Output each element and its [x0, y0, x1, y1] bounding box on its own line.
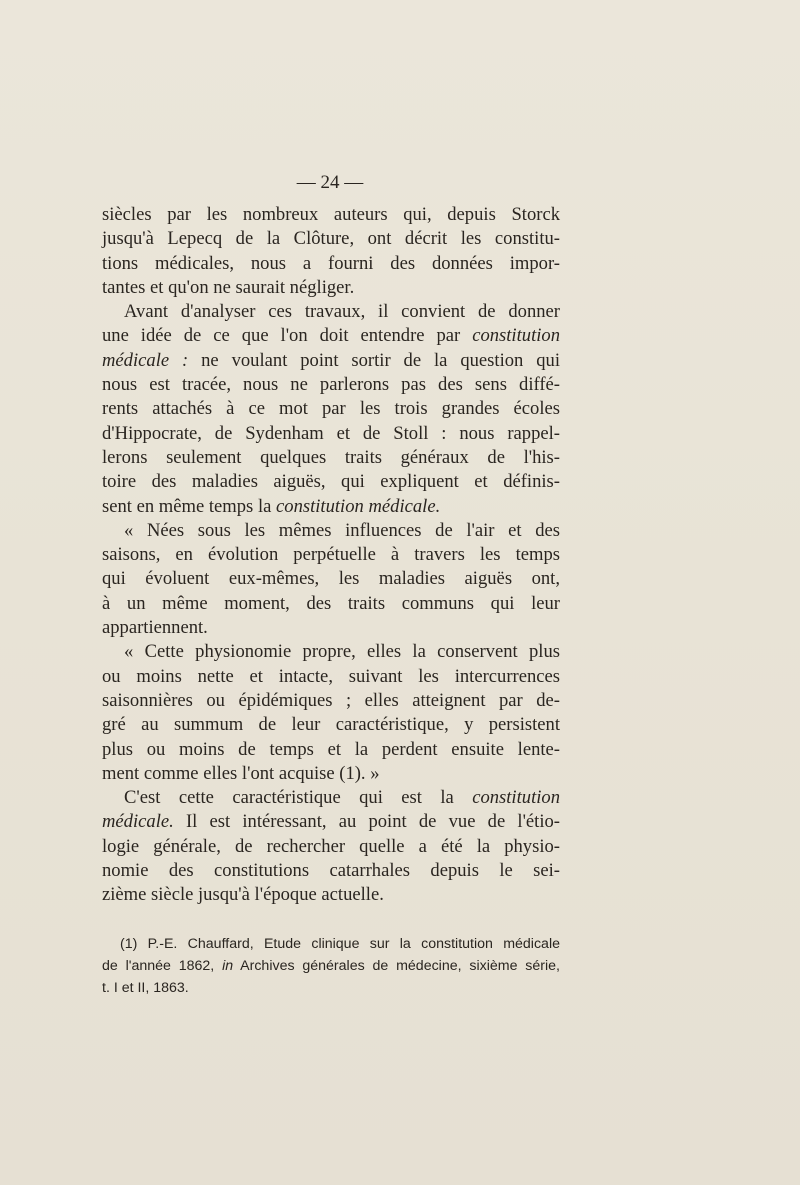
text-segment: ne voulant point sortir de la question qui — [188, 349, 561, 371]
text-line: qui évoluent eux-mêmes, les maladies aiguës ont, — [102, 568, 560, 590]
text-segment: une idée de ce que l'on doit entendre par — [102, 325, 473, 347]
text-line: lerons seulement quelques traits généraux de l'his- — [102, 446, 560, 468]
text-line — [102, 349, 560, 373]
text-line: zième siècle jusqu'à l'époque actuelle. — [102, 884, 384, 906]
text-line: gré au summum de leur caractéristique, y persistent — [102, 714, 560, 736]
text-line: « Cette physionomie propre, elles la conservent plus — [124, 641, 560, 663]
footnote — [102, 933, 560, 999]
text-line: plus ou moins de temps et la perdent ensuite lente- — [102, 738, 560, 760]
text-line — [102, 786, 560, 810]
text-line: d'Hippocrate, de Sydenham et de Stoll : nous rappel- — [102, 422, 560, 444]
text-line: saisonnières ou épidémiques ; elles atteignent par de- — [102, 689, 560, 711]
italic-term: in — [222, 958, 234, 974]
paragraph-3 — [102, 519, 560, 640]
text-line — [102, 495, 560, 519]
text-line: appartiennent. — [102, 617, 208, 639]
footnote-line: t. I et II, 1863. — [102, 980, 189, 996]
body-text — [102, 203, 560, 908]
text-line: « Nées sous les mêmes influences de l'air et des — [124, 519, 560, 541]
paragraph-1 — [102, 203, 560, 300]
text-line — [102, 810, 560, 834]
text-line: Avant d'analyser ces travaux, il convient de donner — [124, 301, 560, 323]
text-segment: de l'année 1862, — [102, 958, 223, 974]
paragraph-5 — [102, 786, 560, 907]
text-line: saisons, en évolution perpétuelle à travers les temps — [102, 544, 560, 566]
text-line: nomie des constitutions catarrhales depuis le sei- — [102, 860, 560, 882]
italic-term: médicale : — [102, 349, 189, 371]
page-number: — 24 — — [296, 172, 364, 193]
text-line: siècles par les nombreux auteurs qui, depuis Storck — [102, 204, 560, 225]
text-line: logie générale, de rechercher quelle a été la physio- — [102, 835, 560, 857]
text-line: tions médicales, nous a fourni des données impor- — [102, 252, 560, 274]
text-segment: Archives générales de médecine, sixième série, — [233, 958, 560, 974]
italic-term: constitution — [472, 325, 560, 347]
text-line: jusqu'à Lepecq de la Clôture, ont décrit les constitu- — [102, 228, 560, 250]
text-line: nous est tracée, nous ne parlerons pas des sens diffé- — [102, 374, 560, 396]
italic-term: constitution — [472, 787, 560, 809]
text-line: toire des maladies aiguës, qui expliquent et définis- — [102, 471, 560, 493]
text-line: rents attachés à ce mot par les trois grandes écoles — [102, 398, 560, 420]
text-segment: Il est intéressant, au point de vue de l'étio- — [173, 811, 560, 833]
paragraph-4 — [102, 640, 560, 786]
text-line: tantes et qu'on ne saurait négliger. — [102, 276, 355, 298]
text-line — [102, 324, 560, 348]
text-segment: C'est cette caractéristique qui est la — [124, 787, 473, 809]
footnote-line — [102, 955, 560, 977]
text-line: à un même moment, des traits communs qui leur — [102, 592, 560, 614]
paragraph-2 — [102, 300, 560, 519]
italic-term: médicale. — [102, 811, 174, 833]
text-segment: sent en même temps la — [102, 495, 277, 517]
text-line: ment comme elles l'ont acquise (1). » — [102, 762, 380, 784]
footnote-line: (1) P.-E. Chauffard, Etude clinique sur la constitution médicale — [120, 936, 560, 952]
text-line: ou moins nette et intacte, suivant les intercurrences — [102, 665, 560, 687]
italic-term: constitution médicale. — [276, 495, 441, 517]
